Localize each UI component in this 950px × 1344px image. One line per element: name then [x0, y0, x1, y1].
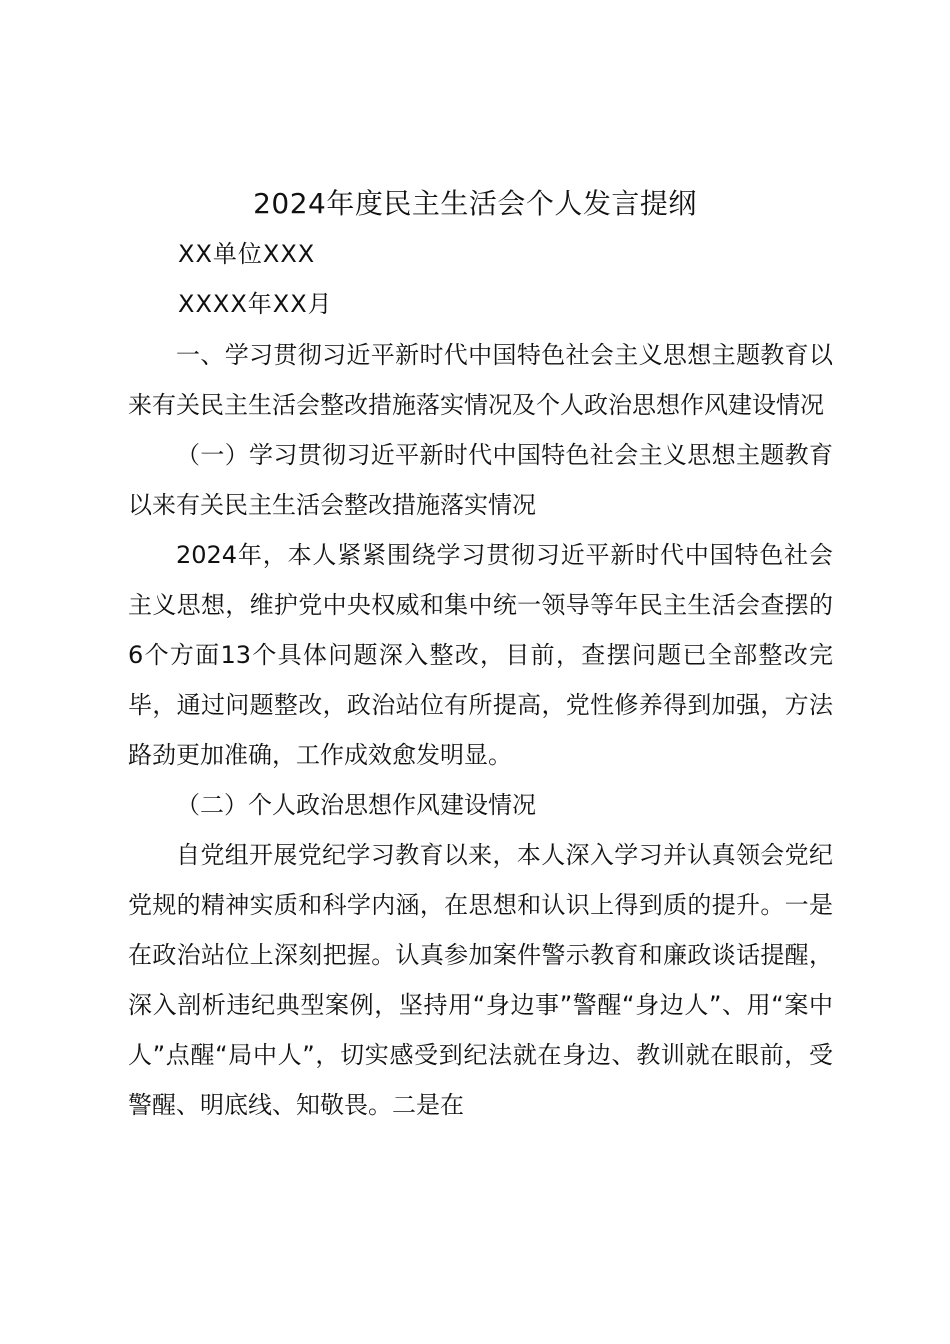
subsection-heading-1: （一）学习贯彻习近平新时代中国特色社会主义思想主题教育以来有关民主生活会整改措施落实情况	[128, 441, 833, 519]
subsection-heading-2: （二）个人政治思想作风建设情况	[176, 791, 536, 819]
document-title: 2024年度民主生活会个人发言提纲	[253, 187, 697, 220]
document-date: XXXX年XX月	[178, 290, 333, 318]
body-paragraph: 2024年，本人紧紧围绕学习贯彻习近平新时代中国特色社会主义思想，维护党中央权威和集中统一领导等年民主生活会查摆的6个方面13个具体问题深入整改，目前，查摆问题已全部整改完毕，通过问题整改，政治站位有所提高，党性修养得到加强，方法路劲更加准确，工作成效愈发明显。	[128, 541, 833, 769]
section-heading-1: 一、学习贯彻习近平新时代中国特色社会主义思想主题教育以来有关民主生活会整改措施落实情况及个人政治思想作风建设情况	[128, 341, 833, 419]
document-body	[128, 330, 833, 1130]
author-unit: XX单位XXX	[178, 240, 316, 268]
body-paragraph: 自党组开展党纪学习教育以来，本人深入学习并认真领会党纪党规的精神实质和科学内涵，在思想和认识上得到质的提升。一是在政治站位上深刻把握。认真参加案件警示教育和廉政谈话提醒，深入剖析违纪典型案例，坚持用“身边事”警醒“身边人”、用“案中人”点醒“局中人”，切实感受到纪法就在身边、教训就在眼前，受警醒、明底线、知敬畏。二是在	[128, 841, 833, 1119]
